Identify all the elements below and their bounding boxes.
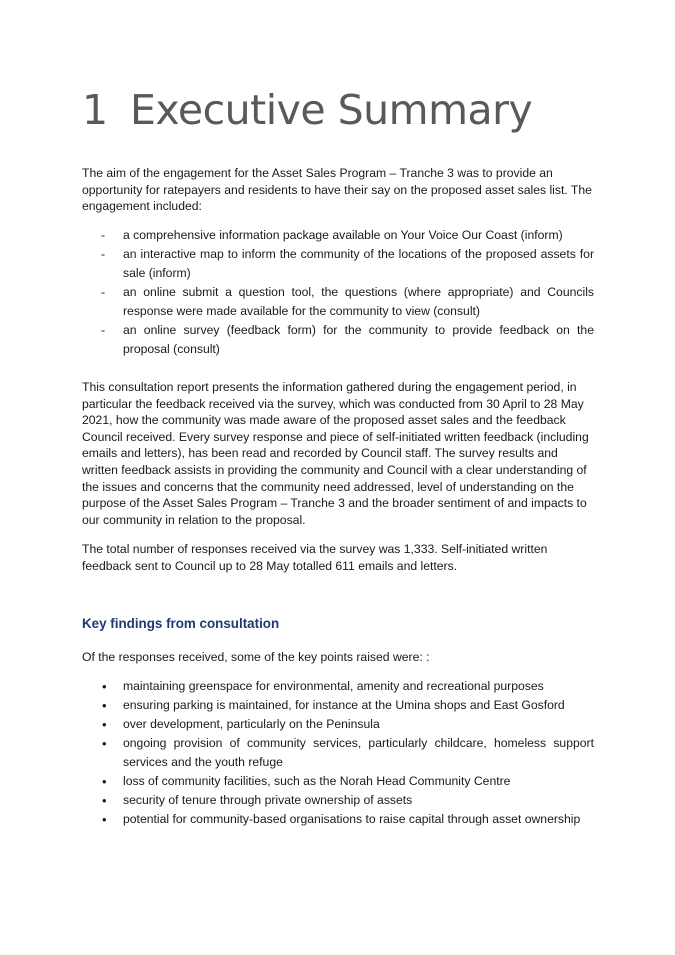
engagement-list bbox=[82, 226, 594, 359]
bullet-marker: • bbox=[102, 774, 107, 789]
section-title: Executive Summary bbox=[130, 86, 533, 134]
list-item: • security of tenure through private ownership of assets bbox=[102, 793, 413, 808]
report-paragraph: This consultation report presents the information gathered during the engagement period, in particular the feedback received via the survey, which was conducted from 30 April to 28 May 2021, how the community was made aware of the proposed asset sales and the feedback Council received. Every survey response and piece of self-initiated written feedback (including emails and letters), has been read and recorded by Council staff. The survey results and written feedback assists in providing the community and Council with a clear understanding of the issues and concerns that the community need addressed, level of understanding on the purpose of the Asset Sales Program – Tranche 3 and the broader sentiment of and impacts to our community in relation to the proposal. bbox=[82, 380, 589, 527]
list-item: - a comprehensive information package available on Your Voice Our Coast (inform) bbox=[82, 226, 594, 245]
list-item: - an online submit a question tool, the questions (where appropriate) and Councils response were made available for the community to view (consult) bbox=[101, 285, 594, 318]
bullet-marker: • bbox=[102, 717, 107, 732]
dash-marker: - bbox=[101, 285, 106, 299]
bullet-marker: • bbox=[102, 793, 107, 808]
section-number: 1 bbox=[82, 86, 108, 134]
list-item: • over development, particularly on the Peninsula bbox=[102, 717, 380, 732]
page-title bbox=[82, 86, 532, 134]
list-item: • ongoing provision of community services, particularly childcare, homeless support services and the youth refuge bbox=[102, 736, 594, 769]
key-findings-intro: Of the responses received, some of the key points raised were: : bbox=[82, 650, 430, 664]
dash-marker: - bbox=[101, 247, 106, 261]
key-findings-heading: Key findings from consultation bbox=[82, 616, 280, 631]
list-item: • maintaining greenspace for environmental, amenity and recreational purposes bbox=[102, 679, 544, 694]
list-item: • potential for community-based organisations to raise capital through asset ownership bbox=[102, 812, 581, 827]
bullet-marker: • bbox=[102, 736, 107, 751]
dash-marker: - bbox=[101, 228, 106, 242]
bullet-marker: • bbox=[102, 698, 107, 713]
dash-marker: - bbox=[101, 323, 106, 337]
list-item: - an online survey (feedback form) for the community to provide feedback on the proposal (consult) bbox=[101, 323, 594, 356]
list-item: - an interactive map to inform the community of the locations of the proposed assets for sale (inform) bbox=[101, 247, 594, 280]
key-findings-list bbox=[82, 677, 594, 829]
bullet-marker: • bbox=[102, 812, 107, 827]
bullet-marker: • bbox=[102, 679, 107, 694]
intro-paragraph: The aim of the engagement for the Asset Sales Program – Tranche 3 was to provide an opportunity for ratepayers and residents to have their say on the proposed asset sales list. The engagement included: bbox=[82, 166, 592, 214]
list-item: • loss of community facilities, such as the Norah Head Community Centre bbox=[102, 774, 511, 789]
list-item: • ensuring parking is maintained, for instance at the Umina shops and East Gosford bbox=[102, 698, 565, 713]
totals-paragraph: The total number of responses received via the survey was 1,333. Self-initiated written feedback sent to Council up to 28 May totalled 611 emails and letters. bbox=[82, 542, 548, 573]
